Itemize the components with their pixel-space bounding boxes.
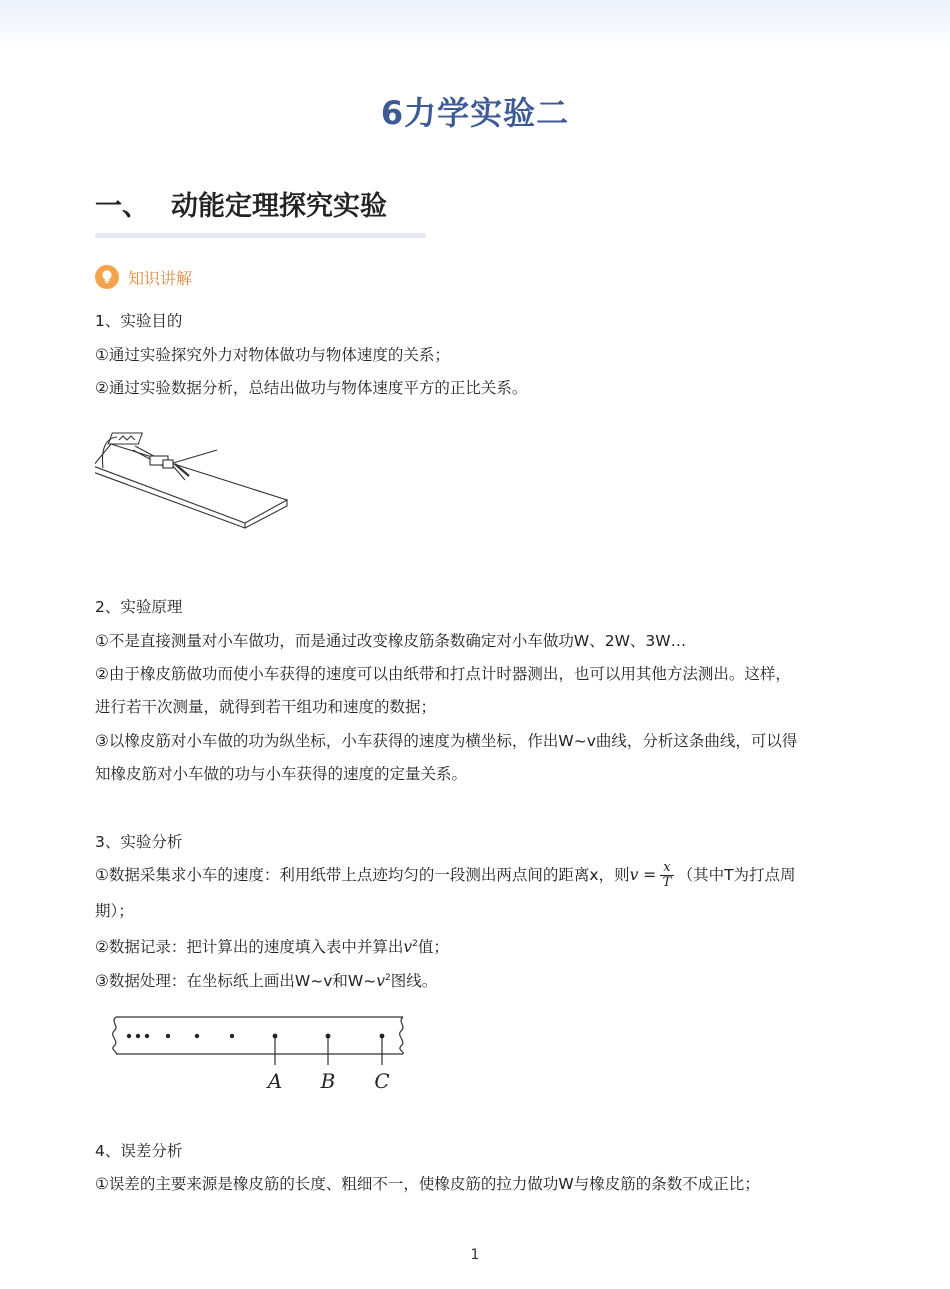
purpose-heading: 1、实验目的 [95,312,183,330]
principle-item-3-line-2: 知橡皮筋对小车做的功与小车获得的速度的定量关系。 [95,765,468,783]
principle-item-2-line-2: 进行若干次测量，就得到若干组功和速度的数据； [95,698,437,716]
tape-dot [145,1034,149,1038]
page-title: 6力学实验二 [380,94,570,132]
analysis-item-2 [95,933,449,958]
purpose-item-1: ①通过实验探究外力对物体做功与物体速度的关系； [95,346,450,364]
error-heading: 4、误差分析 [95,1142,183,1160]
velocity-symbol: v [403,938,413,957]
error-item-1: ①误差的主要来源是橡皮筋的长度、粗细不一，使橡皮筋的拉力做功W与橡皮筋的条数不成正比； [95,1175,760,1193]
tape-label-b: B [320,1069,336,1093]
analysis-item-1-line-2: 期）； [95,902,134,920]
tape-dot [127,1034,131,1038]
section-underline [95,233,426,238]
tape-dot [380,1034,385,1039]
velocity-formula-lhs: v = [629,866,657,884]
header-band [0,0,950,46]
principle-item-1: ①不是直接测量对小车做功，而是通过改变橡皮筋条数确定对小车做功W、2W、3W… [95,632,687,650]
section-heading [95,184,387,223]
exponent: 2 [412,939,418,949]
tape-label-a: A [267,1069,283,1093]
lightbulb-icon [95,265,119,289]
purpose-item-2: ②通过实验数据分析，总结出做功与物体速度平方的正比关系。 [95,379,528,397]
analysis-item-3 [95,967,437,992]
analysis-item-1 [95,859,796,891]
tape-dot [230,1034,234,1038]
section-title: 动能定理探究实验 [171,191,387,222]
section-number: 一、 [95,191,149,222]
analysis-item-3-prefix: ③数据处理：在坐标纸上画出W~v和W~ [95,972,377,991]
fraction-denominator: T [662,875,672,890]
knowledge-badge [95,264,192,290]
page-number: 1 [470,1247,480,1263]
principle-heading: 2、实验原理 [95,598,183,616]
knowledge-label: 知识讲解 [128,268,193,288]
velocity-fraction [660,861,673,890]
exponent: 2 [384,973,391,983]
analysis-item-1-prefix: ①数据采集求小车的速度：利用纸带上点迹均匀的一段测出两点间的距离x，则 [95,866,630,884]
tape-dot [136,1034,140,1038]
principle-item-2-line-1: ②由于橡皮筋做功而使小车获得的速度可以由纸带和打点计时器测出，也可以用其他方法测出。这样， [95,665,791,683]
ticker-tape-diagram [108,1014,414,1094]
tape-dot [326,1034,331,1039]
principle-item-3-line-1: ③以橡皮筋对小车做的功为纵坐标，小车获得的速度为横坐标，作出W~v曲线，分析这条曲线，可以得 [95,732,798,750]
analysis-item-3-suffix: 图线。 [390,972,438,991]
analysis-item-1-suffix: （其中T为打点周 [677,866,796,884]
tape-dot [166,1034,170,1038]
tape-label-c: C [374,1069,390,1093]
tape-dot [273,1034,278,1039]
analysis-item-2-suffix: 值； [417,938,449,957]
velocity-symbol: v [376,972,385,991]
fraction-numerator: x [660,861,673,876]
apparatus-diagram [95,420,300,535]
tape-dot [195,1034,199,1038]
analysis-item-2-prefix: ②数据记录：把计算出的速度填入表中并算出 [95,938,404,957]
analysis-heading: 3、实验分析 [95,833,183,851]
